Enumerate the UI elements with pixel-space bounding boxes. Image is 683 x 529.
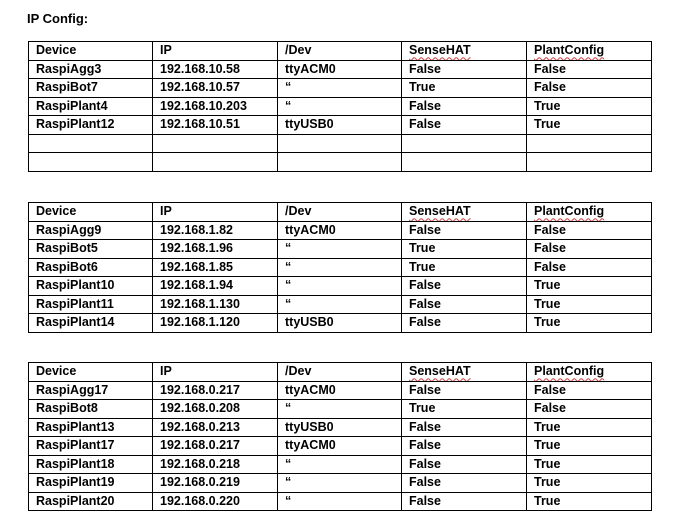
sensehat-cell: False [402, 314, 527, 333]
sensehat-cell: True [402, 79, 527, 98]
device-cell: RaspiPlant18 [29, 455, 153, 474]
ip-cell: 192.168.1.96 [153, 240, 278, 259]
header-plantconfig [527, 363, 652, 382]
table-row [29, 437, 652, 456]
plantconfig-cell: True [527, 314, 652, 333]
plantconfig-cell: False [527, 400, 652, 419]
table-row [29, 116, 652, 135]
table-body [29, 381, 652, 511]
sensehat-cell: False [402, 277, 527, 296]
table-body [29, 221, 652, 332]
ip-cell: 192.168.0.220 [153, 492, 278, 511]
table-row [29, 60, 652, 79]
header-plantconfig-label: PlantConfig [534, 364, 605, 379]
device-cell: RaspiPlant10 [29, 277, 153, 296]
ip-cell: 192.168.0.217 [153, 381, 278, 400]
ip-cell: 192.168.0.218 [153, 455, 278, 474]
plantconfig-cell: True [527, 437, 652, 456]
device-cell: RaspiPlant12 [29, 116, 153, 135]
header-plantconfig [527, 42, 652, 61]
device-cell [29, 153, 153, 172]
ip-cell [153, 134, 278, 153]
ip-cell: 192.168.10.58 [153, 60, 278, 79]
ip-cell: 192.168.0.213 [153, 418, 278, 437]
ip-config-table-1 [28, 41, 652, 172]
plantconfig-cell: True [527, 277, 652, 296]
dev-cell: “ [278, 97, 402, 116]
table-row [29, 418, 652, 437]
header-dev: /Dev [278, 42, 402, 61]
sensehat-cell: False [402, 437, 527, 456]
plantconfig-cell: False [527, 79, 652, 98]
table-row [29, 474, 652, 493]
dev-cell: ttyACM0 [278, 437, 402, 456]
table-row [29, 492, 652, 511]
plantconfig-cell [527, 153, 652, 172]
table-row [29, 134, 652, 153]
device-cell [29, 134, 153, 153]
plantconfig-cell: True [527, 418, 652, 437]
dev-cell: ttyUSB0 [278, 418, 402, 437]
table-row [29, 240, 652, 259]
table-header-row [29, 203, 652, 222]
sensehat-cell: True [402, 258, 527, 277]
sensehat-cell: False [402, 418, 527, 437]
device-cell: RaspiPlant11 [29, 295, 153, 314]
header-sensehat-label: SenseHAT [409, 364, 471, 379]
dev-cell: “ [278, 474, 402, 493]
plantconfig-cell: False [527, 258, 652, 277]
header-plantconfig-label: PlantConfig [534, 204, 605, 219]
ip-config-table-2 [28, 202, 652, 333]
ip-cell: 192.168.10.51 [153, 116, 278, 135]
ip-config-table-3 [28, 362, 652, 511]
table-header-row [29, 363, 652, 382]
plantconfig-cell: True [527, 474, 652, 493]
dev-cell: ttyACM0 [278, 60, 402, 79]
dev-cell: “ [278, 455, 402, 474]
dev-cell: ttyUSB0 [278, 314, 402, 333]
ip-cell: 192.168.0.217 [153, 437, 278, 456]
plantconfig-cell: False [527, 240, 652, 259]
ip-cell: 192.168.0.219 [153, 474, 278, 493]
table-row [29, 79, 652, 98]
sensehat-cell [402, 134, 527, 153]
plantconfig-cell: False [527, 381, 652, 400]
sensehat-cell: False [402, 492, 527, 511]
ip-cell: 192.168.0.208 [153, 400, 278, 419]
sensehat-cell: False [402, 381, 527, 400]
table-row [29, 221, 652, 240]
ip-cell: 192.168.1.94 [153, 277, 278, 296]
device-cell: RaspiPlant4 [29, 97, 153, 116]
header-dev: /Dev [278, 203, 402, 222]
dev-cell: ttyACM0 [278, 221, 402, 240]
plantconfig-cell: True [527, 97, 652, 116]
sensehat-cell [402, 153, 527, 172]
sensehat-cell: False [402, 295, 527, 314]
device-cell: RaspiBot8 [29, 400, 153, 419]
table-row [29, 153, 652, 172]
dev-cell [278, 134, 402, 153]
sensehat-cell: False [402, 116, 527, 135]
header-dev: /Dev [278, 363, 402, 382]
header-plantconfig [527, 203, 652, 222]
table-row [29, 400, 652, 419]
dev-cell: “ [278, 400, 402, 419]
dev-cell: “ [278, 492, 402, 511]
plantconfig-cell: False [527, 60, 652, 79]
header-device: Device [29, 203, 153, 222]
dev-cell: “ [278, 277, 402, 296]
device-cell: RaspiPlant17 [29, 437, 153, 456]
dev-cell [278, 153, 402, 172]
device-cell: RaspiBot5 [29, 240, 153, 259]
table-row [29, 381, 652, 400]
device-cell: RaspiAgg17 [29, 381, 153, 400]
header-plantconfig-label: PlantConfig [534, 43, 605, 58]
table-row [29, 97, 652, 116]
device-cell: RaspiAgg9 [29, 221, 153, 240]
device-cell: RaspiAgg3 [29, 60, 153, 79]
sensehat-cell: False [402, 474, 527, 493]
plantconfig-cell: True [527, 455, 652, 474]
sensehat-cell: False [402, 455, 527, 474]
ip-cell: 192.168.1.130 [153, 295, 278, 314]
header-sensehat [402, 363, 527, 382]
dev-cell: ttyACM0 [278, 381, 402, 400]
ip-cell: 192.168.1.85 [153, 258, 278, 277]
header-sensehat [402, 42, 527, 61]
table-row [29, 258, 652, 277]
dev-cell: “ [278, 295, 402, 314]
header-sensehat-label: SenseHAT [409, 204, 471, 219]
sensehat-cell: True [402, 240, 527, 259]
ip-cell: 192.168.10.57 [153, 79, 278, 98]
table-row [29, 455, 652, 474]
table-header-row [29, 42, 652, 61]
document-title: IP Config: [27, 11, 89, 26]
header-ip: IP [153, 42, 278, 61]
device-cell: RaspiPlant19 [29, 474, 153, 493]
dev-cell: “ [278, 79, 402, 98]
ip-cell: 192.168.1.82 [153, 221, 278, 240]
device-cell: RaspiPlant20 [29, 492, 153, 511]
ip-cell: 192.168.1.120 [153, 314, 278, 333]
dev-cell: ttyUSB0 [278, 116, 402, 135]
plantconfig-cell: False [527, 221, 652, 240]
ip-cell: 192.168.10.203 [153, 97, 278, 116]
dev-cell: “ [278, 240, 402, 259]
sensehat-cell: False [402, 97, 527, 116]
header-device: Device [29, 42, 153, 61]
table-row [29, 277, 652, 296]
table-row [29, 314, 652, 333]
plantconfig-cell: True [527, 295, 652, 314]
sensehat-cell: True [402, 400, 527, 419]
sensehat-cell: False [402, 221, 527, 240]
header-sensehat-label: SenseHAT [409, 43, 471, 58]
plantconfig-cell: True [527, 116, 652, 135]
device-cell: RaspiBot7 [29, 79, 153, 98]
sensehat-cell: False [402, 60, 527, 79]
header-sensehat [402, 203, 527, 222]
header-ip: IP [153, 203, 278, 222]
device-cell: RaspiPlant13 [29, 418, 153, 437]
device-cell: RaspiPlant14 [29, 314, 153, 333]
header-device: Device [29, 363, 153, 382]
plantconfig-cell: True [527, 492, 652, 511]
dev-cell: “ [278, 258, 402, 277]
ip-cell [153, 153, 278, 172]
plantconfig-cell [527, 134, 652, 153]
header-ip: IP [153, 363, 278, 382]
device-cell: RaspiBot6 [29, 258, 153, 277]
table-body [29, 60, 652, 171]
table-row [29, 295, 652, 314]
